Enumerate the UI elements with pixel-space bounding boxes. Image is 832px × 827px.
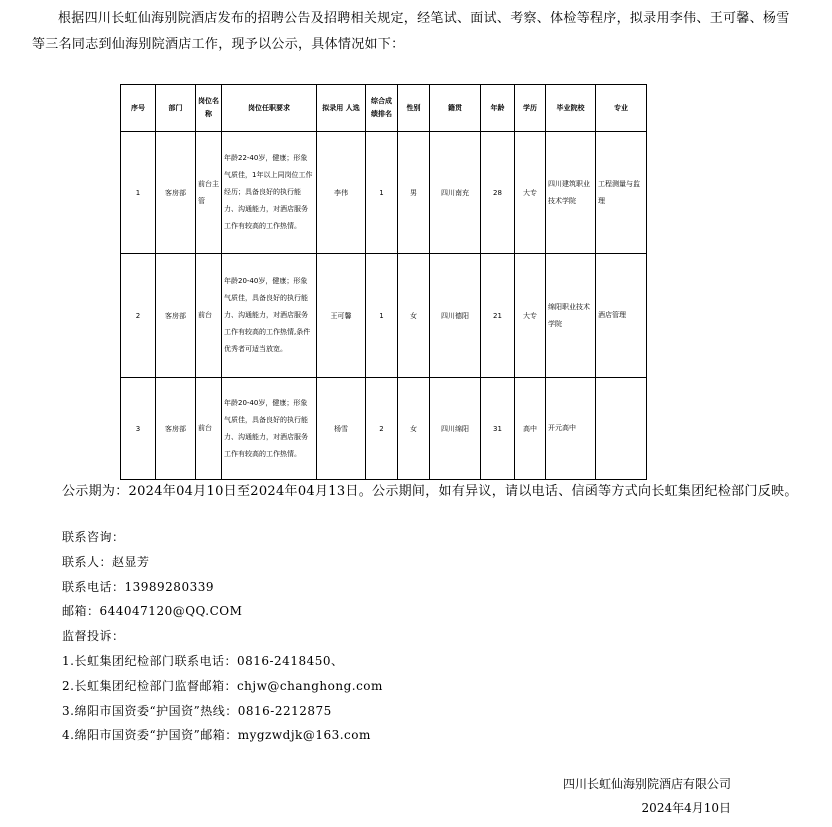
table-header-row [121,85,647,132]
cell-major: 酒店管理 [596,254,647,378]
header-cell: 专业 [596,85,647,132]
signature-company: 四川长虹仙海别院酒店有限公司 [562,777,731,791]
cell-gender: 女 [398,378,430,480]
cell-requirement: 年龄20-40岁，健康；形象气质佳，具备良好的执行能力、沟通能力，对酒店服务工作有较高的工作热情,条件优秀者可适当放宽。 [222,254,317,378]
header-cell: 序号 [121,85,156,132]
contact-title: 联系咨询： [62,530,125,544]
cell-gender: 男 [398,132,430,254]
header-cell: 部门 [156,85,196,132]
cell-school: 开元高中 [546,378,596,480]
header-cell: 综合成绩排名 [366,85,398,132]
cell-education: 大专 [515,254,546,378]
header-cell: 年龄 [481,85,515,132]
header-cell: 性别 [398,85,430,132]
supervision-item: 1.长虹集团纪检部门联系电话：0816-2418450、 [62,654,344,668]
header-cell: 学历 [515,85,546,132]
cell-major: 工程测量与监理 [596,132,647,254]
intro-paragraph: 根据四川长虹仙海别院酒店发布的招聘公告及招聘相关规定，经笔试、面试、考察、体检等程序，拟录用李伟、王可馨、杨雪等三名同志到仙海别院酒店工作，现予以公示，具体情况如下： [32,11,790,52]
contact-email: 邮箱：644047120@QQ.COM [62,604,243,618]
header-cell: 岗位名称 [196,85,222,132]
cell-rank: 2 [366,378,398,480]
table-row [121,254,647,378]
cell-age: 21 [481,254,515,378]
cell-gender: 女 [398,254,430,378]
cell-major [596,378,647,480]
cell-position: 前台 [196,254,222,378]
cell-requirement: 年龄20-40岁，健康；形象气质佳，具备良好的执行能力、沟通能力，对酒店服务工作有较高的工作热情。 [222,378,317,480]
contact-person: 联系人：赵显芳 [62,555,150,569]
supervision-title: 监督投诉： [62,629,125,643]
cell-school: 四川建筑职业技术学院 [546,132,596,254]
cell-no: 2 [121,254,156,378]
header-cell: 籍贯 [430,85,481,132]
cell-no: 3 [121,378,156,480]
table-row [121,378,647,480]
cell-name: 李伟 [317,132,366,254]
recruitment-table [120,84,647,480]
cell-education: 高中 [515,378,546,480]
cell-no: 1 [121,132,156,254]
cell-origin: 四川南充 [430,132,481,254]
table-row [121,132,647,254]
header-cell: 毕业院校 [546,85,596,132]
cell-education: 大专 [515,132,546,254]
cell-origin: 四川德阳 [430,254,481,378]
cell-origin: 四川绵阳 [430,378,481,480]
cell-rank: 1 [366,132,398,254]
cell-dept: 客房部 [156,254,196,378]
cell-dept: 客房部 [156,132,196,254]
cell-position: 前台主管 [196,132,222,254]
supervision-item: 3.绵阳市国资委“护国资”热线：0816-2212875 [62,704,332,718]
header-cell: 拟录用 人选 [317,85,366,132]
header-cell: 岗位任职要求 [222,85,317,132]
supervision-item: 4.绵阳市国资委“护国资”邮箱：mygzwdjk@163.com [62,728,371,742]
cell-name: 王可馨 [317,254,366,378]
signature-date: 2024年4月10日 [641,801,731,815]
notice-paragraph: 公示期为：2024年04月10日至2024年04月13日。公示期间，如有异议，请以电话、信函等方式向长虹集团纪检部门反映。 [62,484,798,499]
cell-rank: 1 [366,254,398,378]
cell-age: 28 [481,132,515,254]
supervision-item: 2.长虹集团纪检部门监督邮箱：chjw@changhong.com [62,679,383,693]
cell-name: 杨雪 [317,378,366,480]
contact-phone: 联系电话：13989280339 [62,580,214,594]
cell-requirement: 年龄22-40岁，健康；形象气质佳，1年以上同岗位工作经历；具备良好的执行能力、沟通能力，对酒店服务工作有较高的工作热情。 [222,132,317,254]
cell-dept: 客房部 [156,378,196,480]
cell-position: 前台 [196,378,222,480]
cell-school: 绵阳职业技术学院 [546,254,596,378]
cell-age: 31 [481,378,515,480]
